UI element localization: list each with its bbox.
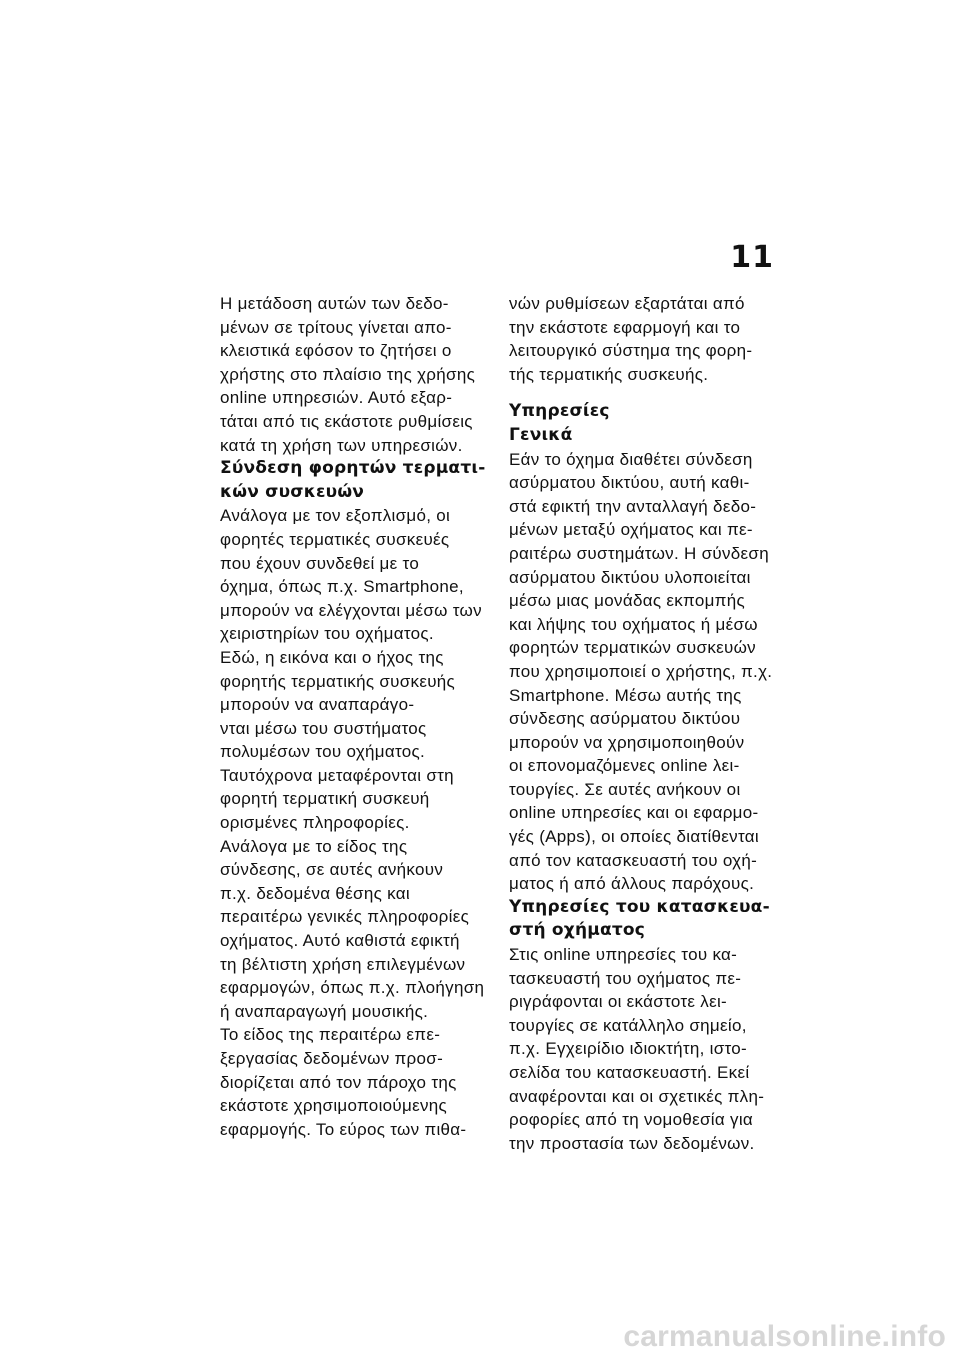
text-line: ασύρματου δικτύου υλοποιείται <box>509 567 751 587</box>
text-line: Ανάλογα με το είδος της <box>220 836 408 856</box>
text-line: από τον κατασκευαστή του οχή- <box>509 850 758 870</box>
text-line: Ανάλογα με τον εξοπλισμό, οι <box>220 506 451 526</box>
text-line: φορητής τερματικής συσκευής <box>220 671 456 691</box>
text-line: π.χ. δεδομένα θέσης και <box>220 883 410 903</box>
text-line: Εάν το όχημα διαθέτει σύνδεση <box>509 449 753 469</box>
text-line: μέσω μιας μονάδας εκπομπής <box>509 591 745 611</box>
text-line: που χρησιμοποιεί ο χρήστης, π.χ. <box>509 661 773 681</box>
text-line: πολυμέσων του οχήματος. <box>220 742 426 762</box>
text-line: χειριστηρίων του οχήματος. <box>220 624 434 644</box>
text-line: μπορούν να ελέγχονται μέσω των <box>220 600 482 620</box>
heading-line: Υπηρεσίες του κατασκευα- <box>509 896 770 917</box>
text-line: Η μετάδοση αυτών των δεδο- <box>220 294 449 313</box>
text-line: στά εφικτή την ανταλλαγή δεδο- <box>509 496 757 516</box>
text-line: εκάστοτε χρησιμοποιούμενης <box>220 1096 448 1116</box>
heading-line: στή οχήματος <box>509 920 646 941</box>
text-line: οι επονομαζόμενες online λει- <box>509 756 740 776</box>
text-line: γές (Apps), οι οποίες διατίθενται <box>509 827 759 847</box>
text-line: μένων σε τρίτους γίνεται απο- <box>220 317 452 337</box>
left-intro-paragraph <box>220 292 492 457</box>
text-line: φορητή τερματική συσκευή <box>220 789 430 809</box>
text-line: Ταυτόχρονα μεταφέρονται στη <box>220 765 454 785</box>
text-line: online υπηρεσιών. Αυτό εξαρ- <box>220 388 453 408</box>
text-line: που έχουν συνδεθεί με το <box>220 553 420 573</box>
text-line: αναφέρονται και οι σχετικές πλη- <box>509 1086 765 1106</box>
text-line: χρήστης στο πλαίσιο της χρήσης <box>220 364 476 384</box>
text-line: και λήψης του οχήματος ή μέσω <box>509 614 758 634</box>
text-line: τασκευαστή του οχήματος πε- <box>509 968 742 988</box>
text-line: Στις online υπηρεσίες του κα- <box>509 945 738 965</box>
text-line: μπορούν να αναπαράγο- <box>220 695 415 715</box>
text-line: εφαρμογών, όπως π.χ. πλοήγηση <box>220 978 485 998</box>
watermark-text: carmanualsonline.info <box>623 1320 946 1353</box>
text-line: ματος ή από άλλους παρόχους. <box>509 874 755 894</box>
text-line: οχήματος. Αυτό καθιστά εφικτή <box>220 931 460 951</box>
text-line: τουργίες. Σε αυτές ανήκουν οι <box>509 779 741 799</box>
text-line: περαιτέρω γενικές πληροφορίες <box>220 907 470 927</box>
text-line: online υπηρεσίες και οι εφαρμο- <box>509 803 759 823</box>
text-line: φορητές τερματικές συσκευές <box>220 529 450 549</box>
text-line: τουργίες σε κατάλληλο σημείο, <box>509 1015 747 1035</box>
text-line: τής τερματικής συσκευής. <box>509 364 709 384</box>
mobile-devices-paragraph <box>220 504 492 1141</box>
spacer <box>509 386 781 400</box>
text-line: λειτουργικό σύστημα της φορη- <box>509 341 753 361</box>
text-line: σύνδεσης, σε αυτές ανήκουν <box>220 860 444 880</box>
heading-line: κών συσκευών <box>220 481 365 502</box>
right-intro-paragraph <box>509 292 781 386</box>
text-line: ή αναπαραγωγή μουσικής. <box>220 1001 429 1021</box>
page-number: 11 <box>730 240 774 275</box>
text-line: μένων μεταξύ οχήματος και πε- <box>509 520 753 540</box>
text-line: ορισμένες πληροφορίες. <box>220 813 410 833</box>
text-line: ασύρματου δικτύου, αυτή καθι- <box>509 473 750 493</box>
left-column <box>220 292 492 1141</box>
text-line: φορητών τερματικών συσκευών <box>509 638 756 658</box>
text-line: διορίζεται από τον πάροχο της <box>220 1072 457 1092</box>
text-line: σύνδεσης ασύρματου δικτύου <box>509 709 741 729</box>
manufacturer-services-heading <box>509 896 781 943</box>
text-line: ροφορίες από τη νομοθεσία για <box>509 1110 754 1130</box>
text-line: Smartphone. Μέσω αυτής της <box>509 685 742 705</box>
text-line: π.χ. Εγχειρίδιο ιδιοκτήτη, ιστο- <box>509 1039 748 1059</box>
services-heading: Υπηρεσίες <box>509 401 610 422</box>
text-line: νται μέσω του συστήματος <box>220 718 427 738</box>
text-line: ξεργασίας δεδομένων προσ- <box>220 1049 444 1068</box>
text-line: την προστασία των δεδομένων. <box>509 1133 755 1153</box>
text-line: νών ρυθμίσεων εξαρτάται από <box>509 294 745 313</box>
text-line: ριγράφονται οι εκάστοτε λει- <box>509 992 727 1012</box>
text-line: σελίδα του κατασκευαστή. Εκεί <box>509 1063 750 1082</box>
text-line: Το είδος της περαιτέρω επε- <box>220 1025 441 1045</box>
text-line: κλειστικά εφόσον το ζητήσει ο <box>220 341 452 361</box>
text-line: όχημα, όπως π.χ. Smartphone, <box>220 577 464 597</box>
general-subheading: Γενικά <box>509 424 573 445</box>
text-line: εφαρμογής. Το εύρος των πιθα- <box>220 1119 467 1139</box>
text-line: την εκάστοτε εφαρμογή και το <box>509 317 741 337</box>
mobile-devices-heading <box>220 457 492 504</box>
text-line: μπορούν να χρησιμοποιηθούν <box>509 732 745 752</box>
manufacturer-services-paragraph <box>509 943 781 1155</box>
text-line: κατά τη χρήση των υπηρεσιών. <box>220 435 463 455</box>
text-line: τάται από τις εκάστοτε ρυθμίσεις <box>220 411 473 431</box>
text-line: τη βέλτιστη χρήση επιλεγμένων <box>220 954 466 974</box>
general-paragraph <box>509 448 781 896</box>
heading-line: Σύνδεση φορητών τερματι- <box>220 458 486 479</box>
text-line: ραιτέρω συστημάτων. Η σύνδεση <box>509 543 769 563</box>
right-column <box>509 292 781 1155</box>
text-line: Εδώ, η εικόνα και ο ήχος της <box>220 647 444 667</box>
